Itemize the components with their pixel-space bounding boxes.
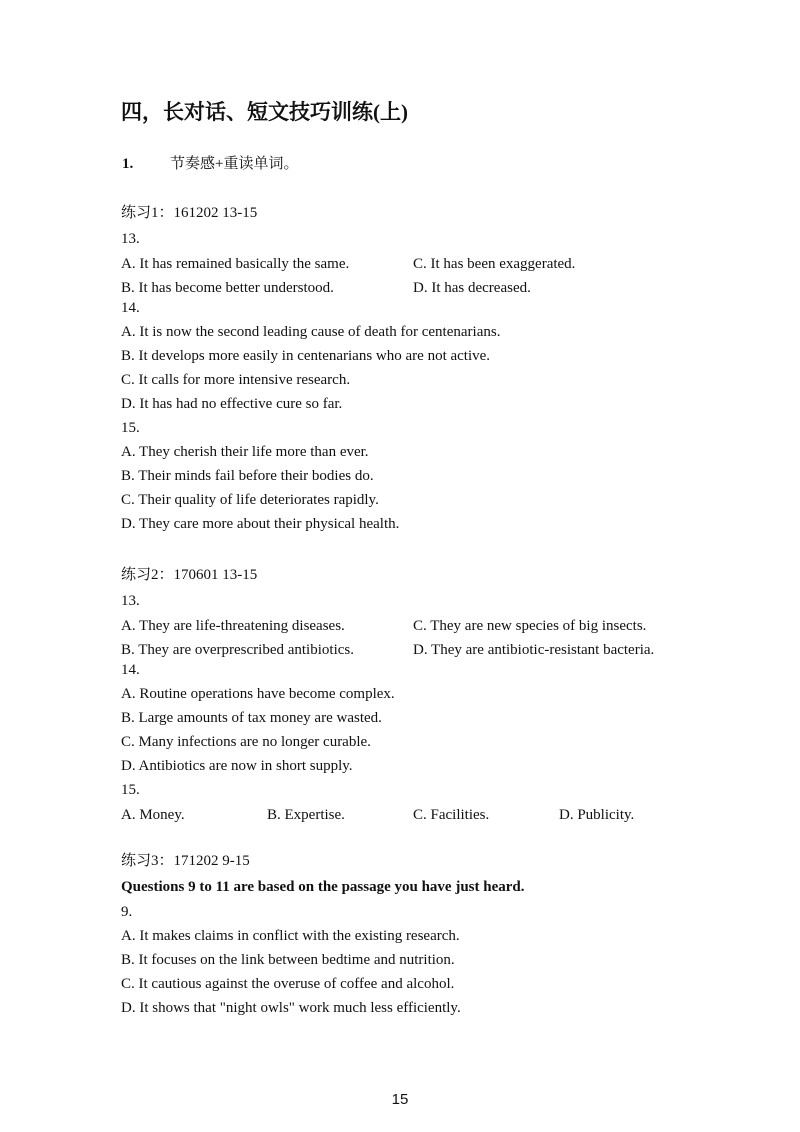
ex2-q13-option-c: C. They are new species of big insects.: [413, 618, 647, 634]
ex3-q9-option-c: C. It cautious against the overuse of coffee and alcohol.: [121, 976, 455, 992]
ex2-q15-option-a: A. Money.: [121, 807, 185, 823]
ex1-q15-number: 15.: [121, 420, 140, 436]
page-title: 四，长对话、短文技巧训练(上): [121, 100, 408, 124]
exercise2-heading: 练习2：170601 13-15: [121, 567, 258, 583]
ex1-q14-option-a: A. It is now the second leading cause of death for centenarians.: [121, 324, 501, 340]
ex2-q15-option-b: B. Expertise.: [267, 807, 345, 823]
section-text: 节奏感+重读单词。: [170, 156, 299, 172]
ex1-q13-number: 13.: [121, 231, 140, 247]
ex2-q13-option-a: A. They are life-threatening diseases.: [121, 618, 345, 634]
exercise3-instruction: Questions 9 to 11 are based on the passage you have just heard.: [121, 879, 525, 895]
ex1-q13-option-b: B. It has become better understood.: [121, 280, 334, 296]
exercise1-heading: 练习1：161202 13-15: [121, 205, 258, 221]
ex2-q15-option-d: D. Publicity.: [559, 807, 635, 823]
ex2-q13-option-d: D. They are antibiotic-resistant bacteria.: [413, 642, 655, 658]
exercise3-heading: 练习3：171202 9-15: [121, 853, 250, 869]
ex1-q14-option-c: C. It calls for more intensive research.: [121, 372, 351, 388]
ex3-q9-number: 9.: [121, 904, 133, 920]
ex2-q14-number: 14.: [121, 662, 140, 678]
ex1-q15-option-c: C. Their quality of life deteriorates rapidly.: [121, 492, 379, 508]
ex2-q14-option-d: D. Antibiotics are now in short supply.: [121, 758, 353, 774]
ex2-q13-option-b: B. They are overprescribed antibiotics.: [121, 642, 354, 658]
ex2-q13-number: 13.: [121, 593, 140, 609]
ex3-q9-option-b: B. It focuses on the link between bedtime and nutrition.: [121, 952, 455, 968]
page-number: 15: [391, 1091, 409, 1108]
ex1-q15-option-d: D. They care more about their physical health.: [121, 516, 400, 532]
section-number: 1.: [122, 156, 134, 172]
ex1-q14-option-d: D. It has had no effective cure so far.: [121, 396, 343, 412]
ex2-q14-option-b: B. Large amounts of tax money are wasted.: [121, 710, 382, 726]
ex3-q9-option-a: A. It makes claims in conflict with the existing research.: [121, 928, 460, 944]
ex1-q15-option-a: A. They cherish their life more than ever.: [121, 444, 369, 460]
ex2-q14-option-c: C. Many infections are no longer curable.: [121, 734, 371, 750]
ex3-q9-option-d: D. It shows that "night owls" work much less efficiently.: [121, 1000, 461, 1016]
ex2-q14-option-a: A. Routine operations have become complex.: [121, 686, 395, 702]
ex1-q13-option-d: D. It has decreased.: [413, 280, 531, 296]
ex2-q15-option-c: C. Facilities.: [413, 807, 490, 823]
ex1-q13-option-c: C. It has been exaggerated.: [413, 256, 576, 272]
ex1-q14-number: 14.: [121, 300, 140, 316]
ex1-q14-option-b: B. It develops more easily in centenarians who are not active.: [121, 348, 491, 364]
ex1-q15-option-b: B. Their minds fail before their bodies do.: [121, 468, 374, 484]
ex2-q15-number: 15.: [121, 782, 140, 798]
ex1-q13-option-a: A. It has remained basically the same.: [121, 256, 350, 272]
